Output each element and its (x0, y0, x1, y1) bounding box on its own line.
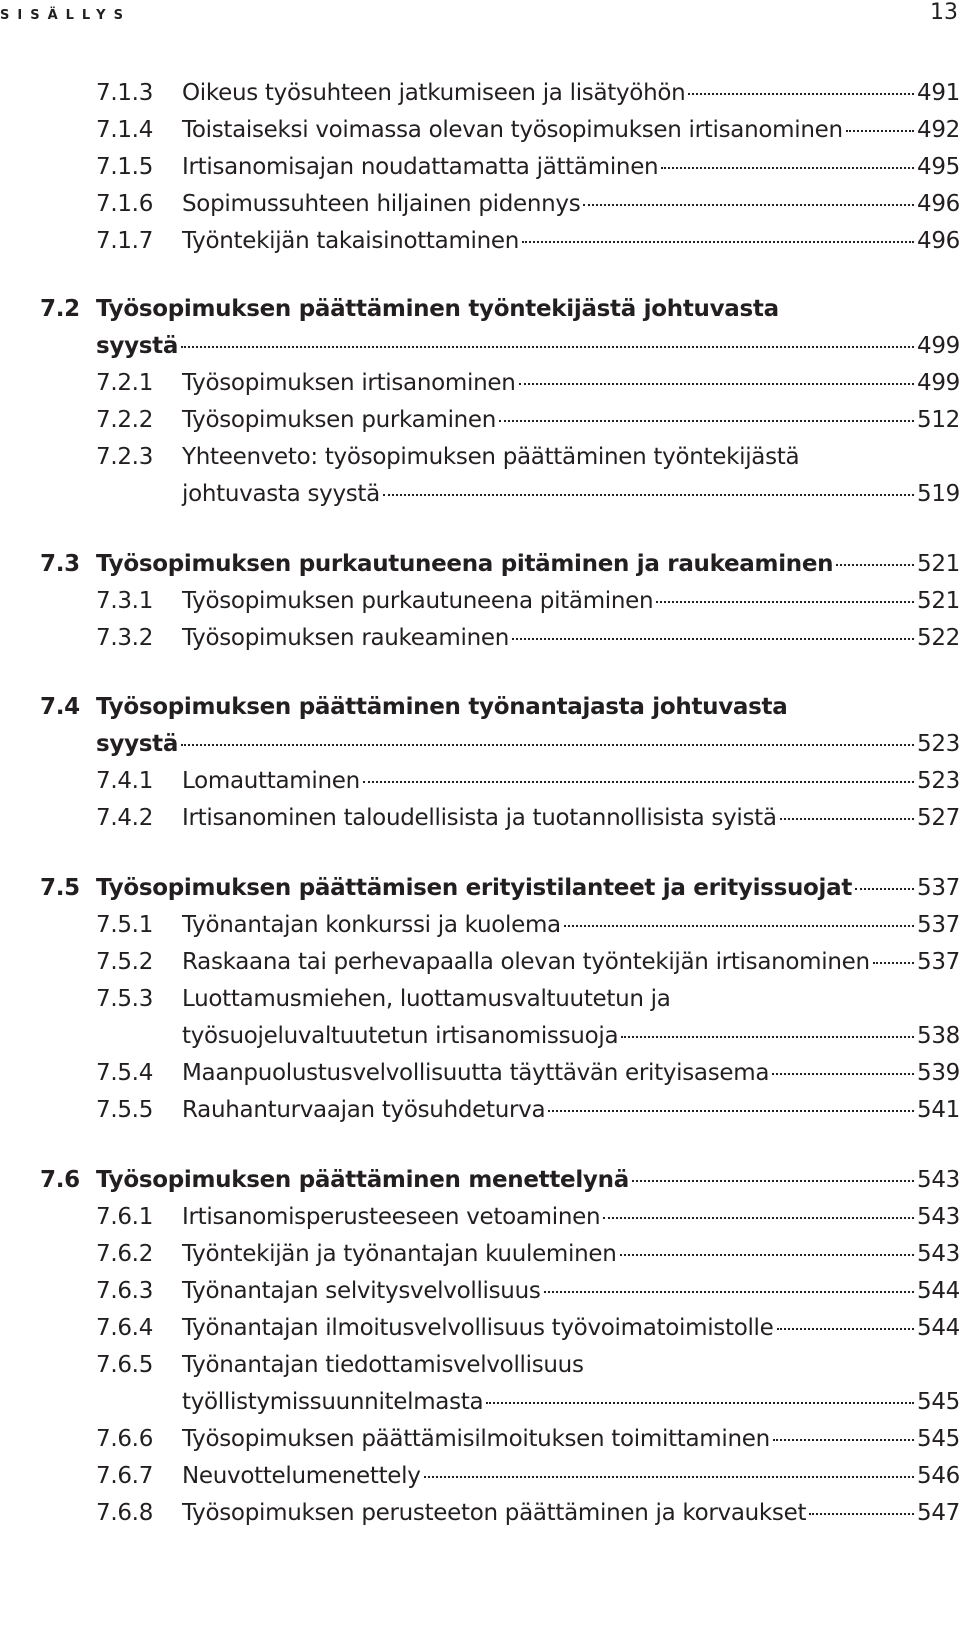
entry-page-number: 512 (917, 407, 960, 433)
entry-number: 7.1.3 (96, 80, 154, 106)
entry-title-line (96, 333, 960, 359)
entry-number: 7.1.7 (96, 228, 154, 254)
page-header (0, 0, 960, 40)
toc-subsection-entry (0, 1500, 960, 1536)
dot-leader (780, 818, 914, 820)
entry-title-line (182, 768, 960, 794)
entry-title-line (182, 1204, 960, 1230)
entry-title: Neuvottelumenettely (182, 1463, 421, 1489)
entry-number: 7.2.3 (96, 444, 154, 470)
toc-subsection-entry (0, 949, 960, 985)
entry-page-number: 543 (917, 1241, 960, 1267)
toc-subsection-entry (0, 407, 960, 443)
entry-page-number: 499 (917, 333, 960, 359)
dot-leader (519, 383, 915, 385)
entry-title-line (182, 805, 960, 831)
toc-subsection-entry (0, 154, 960, 190)
entry-title: Työsopimuksen perusteeton päättäminen ja korvaukset (182, 1500, 807, 1526)
entry-number: 7.2.2 (96, 407, 154, 433)
entry-page-number: 546 (917, 1463, 960, 1489)
toc-subsection-entry (0, 768, 960, 804)
dot-leader (855, 888, 914, 890)
entry-title: Maanpuolustusvelvollisuutta täyttävän erityisasema (182, 1060, 770, 1086)
entry-title-line (182, 1352, 960, 1378)
entry-page-number: 537 (917, 912, 960, 938)
entry-number: 7.5.4 (96, 1060, 154, 1086)
entry-title-line (182, 407, 960, 433)
entry-page-number: 522 (917, 625, 960, 651)
dot-leader (836, 564, 914, 566)
dot-leader (583, 204, 914, 206)
running-title: SISÄLLYS (0, 8, 131, 23)
entry-number: 7.3.2 (96, 625, 154, 651)
toc-subsection-entry (0, 444, 960, 480)
entry-title: Työnantajan ilmoitusvelvollisuus työvoimatoimistolle (182, 1315, 774, 1341)
dot-leader (383, 494, 914, 496)
entry-title: Työsopimuksen päättämisen erityistilanteet ja erityissuojat (96, 875, 853, 901)
dot-leader (603, 1217, 914, 1219)
entry-title: Työsopimuksen purkautuneena pitäminen (182, 588, 654, 614)
entry-number: 7.6.3 (96, 1278, 154, 1304)
dot-leader (620, 1254, 914, 1256)
entry-number: 7.4.2 (96, 805, 154, 831)
toc-section-entry (0, 875, 960, 911)
dot-leader (873, 962, 914, 964)
toc-subsection-entry (0, 986, 960, 1022)
dot-leader (688, 93, 914, 95)
entry-title-line (96, 731, 960, 757)
entry-title: Rauhanturvaajan työsuhdeturva (182, 1097, 546, 1123)
toc-subsection-entry (0, 1315, 960, 1351)
entry-number: 7.6.6 (96, 1426, 154, 1452)
toc-subsection-entry (0, 1389, 960, 1425)
toc-subsection-entry (0, 805, 960, 841)
entry-title-line (182, 1023, 960, 1049)
dot-leader (621, 1036, 914, 1038)
toc-subsection-entry (0, 80, 960, 116)
entry-title-line (182, 444, 960, 470)
toc-section-entry (0, 333, 960, 369)
toc-subsection-entry (0, 1426, 960, 1462)
entry-number: 7.3 (40, 551, 80, 577)
entry-page-number: 519 (917, 481, 960, 507)
dot-leader (661, 167, 914, 169)
entry-number: 7.3.1 (96, 588, 154, 614)
entry-number: 7.2.1 (96, 370, 154, 396)
entry-page-number: 545 (917, 1389, 960, 1415)
entry-page-number: 537 (917, 949, 960, 975)
entry-title: Työsopimuksen purkaminen (182, 407, 497, 433)
entry-number: 7.6.4 (96, 1315, 154, 1341)
toc-section-entry (0, 694, 960, 730)
entry-number: 7.4 (40, 694, 80, 720)
toc-subsection-entry (0, 370, 960, 406)
dot-leader (181, 346, 914, 348)
toc-subsection-entry (0, 1204, 960, 1240)
dot-leader (632, 1180, 914, 1182)
entry-title: Oikeus työsuhteen jatkumiseen ja lisätyöhön (182, 80, 686, 106)
dot-leader (846, 130, 914, 132)
entry-title-line (182, 154, 960, 180)
entry-page-number: 544 (917, 1315, 960, 1341)
entry-title: Lomauttaminen (182, 768, 360, 794)
entry-page-number: 527 (917, 805, 960, 831)
dot-leader (544, 1291, 914, 1293)
entry-title-line (96, 296, 960, 322)
entry-title: Työsopimuksen päättämisilmoituksen toimittaminen (182, 1426, 770, 1452)
dot-leader (363, 781, 914, 783)
toc-subsection-entry (0, 1241, 960, 1277)
toc-subsection-entry (0, 1097, 960, 1133)
entry-title-line (182, 1389, 960, 1415)
toc-section-entry (0, 551, 960, 587)
entry-page-number: 499 (917, 370, 960, 396)
entry-page-number: 495 (917, 154, 960, 180)
entry-number: 7.6.8 (96, 1500, 154, 1526)
entry-title: Työsopimuksen päättäminen menettelynä (96, 1167, 629, 1193)
entry-title: Yhteenveto: työsopimuksen päättäminen työntekijästä (182, 444, 800, 470)
dot-leader (548, 1110, 914, 1112)
entry-title-line (96, 551, 960, 577)
toc-subsection-entry (0, 117, 960, 153)
entry-page-number: 496 (917, 191, 960, 217)
toc-subsection-entry (0, 912, 960, 948)
toc-subsection-entry (0, 191, 960, 227)
toc-subsection-entry (0, 1023, 960, 1059)
entry-title: työsuojeluvaltuutetun irtisanomissuoja (182, 1023, 619, 1049)
toc-subsection-entry (0, 1352, 960, 1388)
dot-leader (522, 241, 914, 243)
entry-title: Irtisanomisajan noudattamatta jättäminen (182, 154, 659, 180)
entry-number: 7.1.6 (96, 191, 154, 217)
entry-title: Työsopimuksen irtisanominen (182, 370, 516, 396)
entry-page-number: 496 (917, 228, 960, 254)
entry-page-number: 492 (917, 117, 960, 143)
entry-title: Sopimussuhteen hiljainen pidennys (182, 191, 581, 217)
entry-title: Työnantajan tiedottamisvelvollisuus (182, 1352, 584, 1378)
toc-subsection-entry (0, 1060, 960, 1096)
entry-title: Työsopimuksen purkautuneena pitäminen ja raukeaminen (96, 551, 834, 577)
toc-subsection-entry (0, 1278, 960, 1314)
entry-title-line (182, 588, 960, 614)
entry-title-line (182, 191, 960, 217)
entry-page-number: 521 (917, 588, 960, 614)
entry-title-line (182, 370, 960, 396)
entry-number: 7.5.2 (96, 949, 154, 975)
dot-leader (499, 420, 914, 422)
entry-title-line (182, 1097, 960, 1123)
entry-title: Työnantajan konkurssi ja kuolema (182, 912, 561, 938)
entry-page-number: 545 (917, 1426, 960, 1452)
entry-title: Työsopimuksen raukeaminen (182, 625, 509, 651)
entry-title: Työsopimuksen päättäminen työnantajasta johtuvasta (96, 694, 788, 720)
entry-title: työllistymissuunnitelmasta (182, 1389, 484, 1415)
dot-leader (809, 1513, 914, 1515)
entry-page-number: 543 (917, 1167, 960, 1193)
toc-subsection-entry (0, 625, 960, 661)
dot-leader (777, 1328, 915, 1330)
entry-title-line (182, 986, 960, 1012)
entry-number: 7.6.5 (96, 1352, 154, 1378)
entry-number: 7.2 (40, 296, 80, 322)
entry-title-line (96, 694, 960, 720)
entry-page-number: 521 (917, 551, 960, 577)
dot-leader (424, 1476, 914, 1478)
entry-title: Irtisanominen taloudellisista ja tuotannollisista syistä (182, 805, 777, 831)
entry-title-line (96, 1167, 960, 1193)
entry-title: Irtisanomisperusteeseen vetoaminen (182, 1204, 601, 1230)
entry-title-line (182, 1241, 960, 1267)
entry-title-line (182, 1278, 960, 1304)
entry-page-number: 537 (917, 875, 960, 901)
entry-page-number: 544 (917, 1278, 960, 1304)
entry-number: 7.1.5 (96, 154, 154, 180)
entry-title: Raskaana tai perhevapaalla olevan työntekijän irtisanominen (182, 949, 870, 975)
dot-leader (564, 925, 914, 927)
entry-title-line (182, 228, 960, 254)
entry-page-number: 523 (917, 731, 960, 757)
entry-page-number: 547 (917, 1500, 960, 1526)
dot-leader (656, 601, 914, 603)
entry-title: Työntekijän ja työnantajan kuuleminen (182, 1241, 617, 1267)
entry-title-line (182, 1426, 960, 1452)
entry-title: Työsopimuksen päättäminen työntekijästä johtuvasta (96, 296, 779, 322)
entry-title-line (182, 117, 960, 143)
entry-title: Työnantajan selvitysvelvollisuus (182, 1278, 541, 1304)
entry-number: 7.6.7 (96, 1463, 154, 1489)
entry-page-number: 538 (917, 1023, 960, 1049)
entry-title-line (182, 1463, 960, 1489)
entry-title-line (182, 1060, 960, 1086)
entry-page-number: 539 (917, 1060, 960, 1086)
dot-leader (486, 1402, 914, 1404)
dot-leader (772, 1073, 914, 1075)
toc-subsection-entry (0, 228, 960, 264)
entry-page-number: 523 (917, 768, 960, 794)
toc-subsection-entry (0, 1463, 960, 1499)
toc-subsection-entry (0, 588, 960, 624)
entry-number: 7.5.3 (96, 986, 154, 1012)
entry-title: johtuvasta syystä (182, 481, 380, 507)
entry-title: Toistaiseksi voimassa olevan työsopimuksen irtisanominen (182, 117, 843, 143)
entry-title-line (182, 912, 960, 938)
entry-title: Luottamusmiehen, luottamusvaltuutetun ja (182, 986, 671, 1012)
entry-title-line (182, 481, 960, 507)
dot-leader (773, 1439, 914, 1441)
entry-title-line (96, 875, 960, 901)
dot-leader (512, 638, 914, 640)
entry-page-number: 541 (917, 1097, 960, 1123)
toc-subsection-entry (0, 481, 960, 517)
entry-title-line (182, 1500, 960, 1526)
toc-section-entry (0, 731, 960, 767)
entry-number: 7.6.2 (96, 1241, 154, 1267)
toc-section-entry (0, 296, 960, 332)
entry-title: syystä (96, 333, 179, 359)
entry-number: 7.6.1 (96, 1204, 154, 1230)
page-number: 13 (930, 0, 958, 25)
entry-title-line (182, 1315, 960, 1341)
entry-title-line (182, 949, 960, 975)
entry-title-line (182, 80, 960, 106)
entry-page-number: 543 (917, 1204, 960, 1230)
entry-title-line (182, 625, 960, 651)
toc-section-entry (0, 1167, 960, 1203)
entry-number: 7.4.1 (96, 768, 154, 794)
entry-title: syystä (96, 731, 179, 757)
entry-number: 7.5.5 (96, 1097, 154, 1123)
entry-number: 7.6 (40, 1167, 80, 1193)
entry-number: 7.5 (40, 875, 80, 901)
entry-page-number: 491 (917, 80, 960, 106)
entry-number: 7.5.1 (96, 912, 154, 938)
dot-leader (181, 744, 914, 746)
entry-number: 7.1.4 (96, 117, 154, 143)
entry-title: Työntekijän takaisinottaminen (182, 228, 520, 254)
